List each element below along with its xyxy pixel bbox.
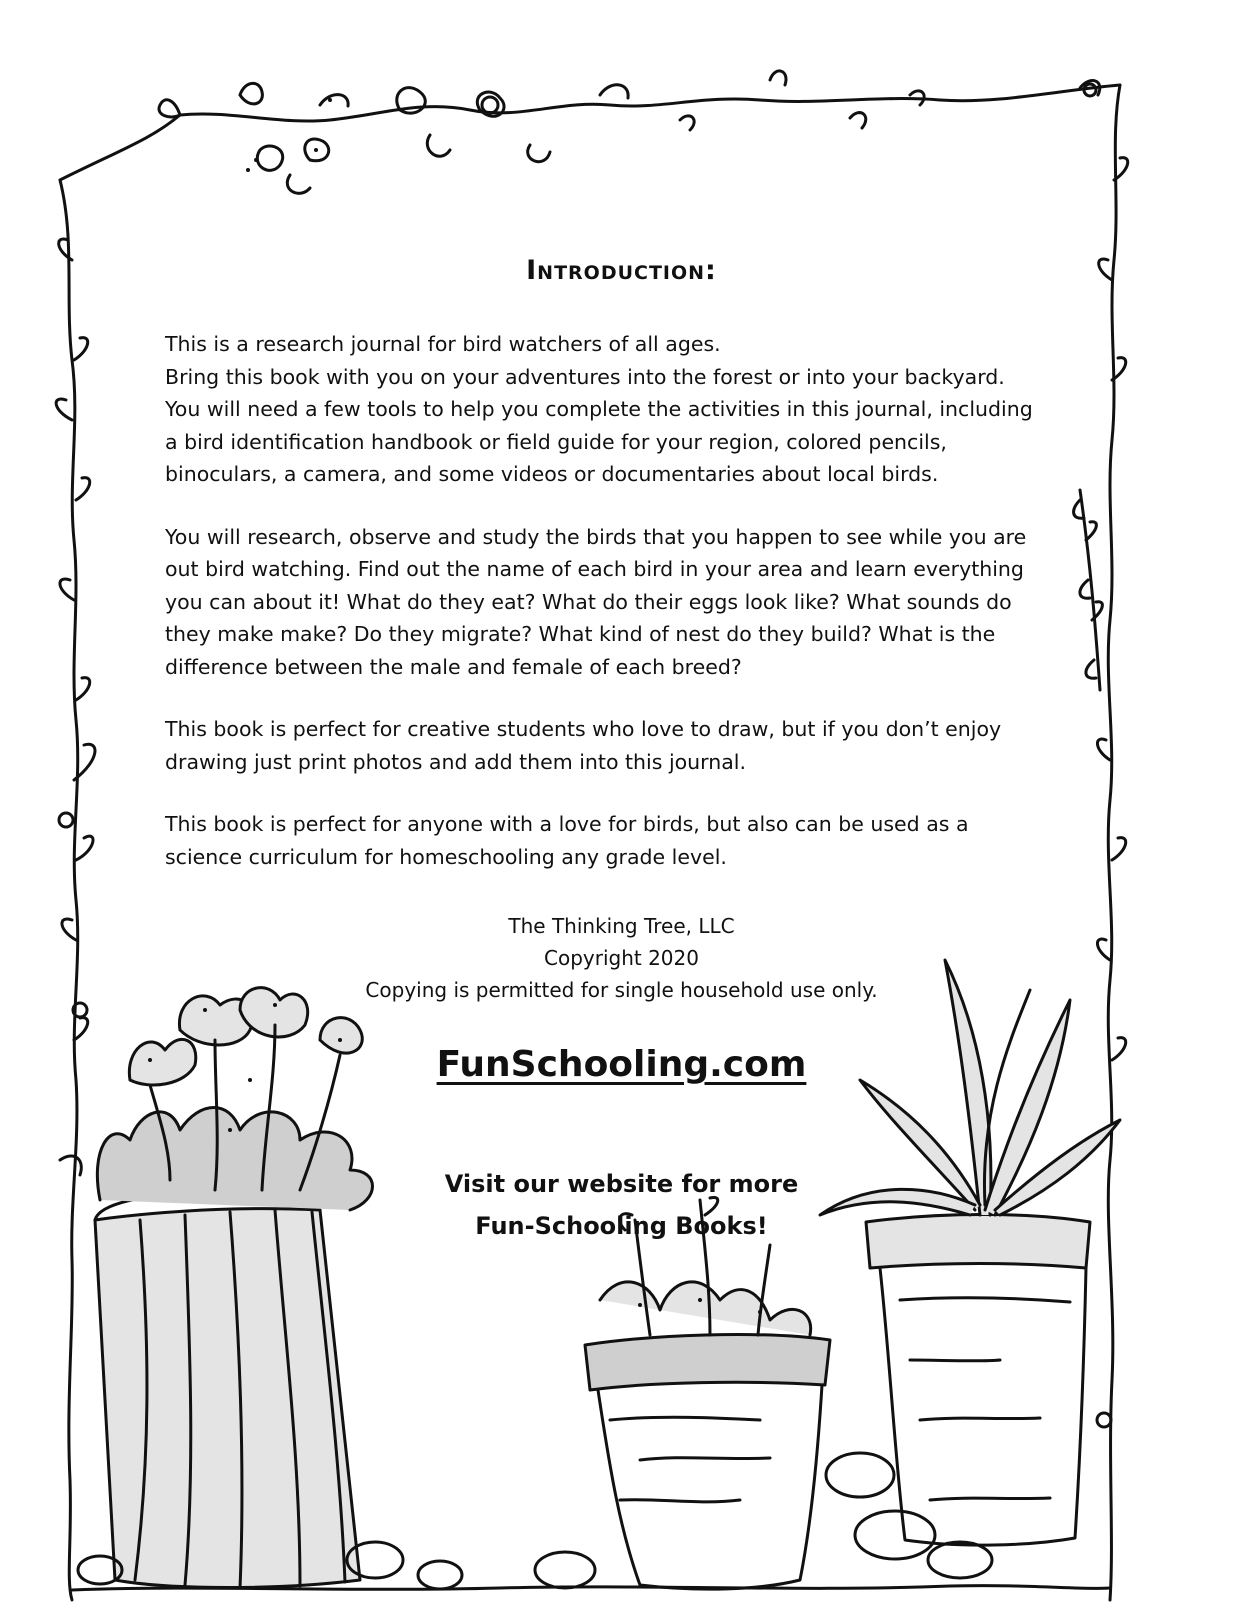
paragraph-line: difference between the male and female of each breed? [165, 654, 742, 679]
top-vine [60, 71, 1120, 193]
page-heading: Introduction: [526, 255, 717, 286]
paragraph-2 [165, 521, 1085, 684]
left-vine [56, 180, 95, 1600]
paragraph-line: You will need a few tools to help you complete the activities in this journal, including [165, 397, 1033, 421]
paragraph-1 [165, 328, 1085, 491]
paragraph-line: out bird watching. Find out the name of each bird in your area and learn everything [165, 557, 1024, 581]
paragraph-line: drawing just print photos and add them into this journal. [165, 749, 747, 774]
paragraph-line: a bird identification handbook or field guide for your region, colored pencils, [165, 429, 947, 454]
cta-line-1: Visit our website for more [444, 1170, 799, 1198]
intro-body [165, 328, 1085, 903]
copyright-block [0, 910, 1243, 1006]
paragraph-line: You will research, observe and study the birds that you happen to see while you are [165, 524, 1027, 549]
company-name: The Thinking Tree, LLC [508, 914, 735, 938]
paragraph-3 [165, 713, 1085, 778]
paragraph-line: This is a research journal for bird watchers of all ages. [165, 332, 721, 356]
paragraph-line: This book is perfect for anyone with a love for birds, but also can be used as a [165, 812, 969, 836]
paragraph-line: you can about it! What do they eat? What do their eggs look like? What sounds do [165, 589, 1012, 614]
paragraph-line: they make make? Do they migrate? What kind of nest do they build? What is the [165, 622, 996, 646]
copy-permission: Copying is permitted for single household use only. [365, 978, 878, 1002]
copyright-year: Copyright 2020 [544, 946, 699, 970]
paragraph-line: binoculars, a camera, and some videos or documentaries about local birds. [165, 462, 939, 486]
paragraph-line: This book is perfect for creative students who love to draw, but if you don’t enjoy [165, 717, 1002, 741]
cta-line-2: Fun-Schooling Books! [475, 1212, 768, 1240]
website-cta [0, 1163, 1243, 1247]
paragraph-line: science curriculum for homeschooling any grade level. [165, 844, 727, 869]
paragraph-4 [165, 808, 1085, 873]
website-link[interactable]: FunSchooling.com [436, 1044, 807, 1085]
paragraph-line: Bring this book with you on your adventures into the forest or into your backyard. [165, 364, 1005, 389]
middle-flower-pot [585, 1197, 830, 1589]
